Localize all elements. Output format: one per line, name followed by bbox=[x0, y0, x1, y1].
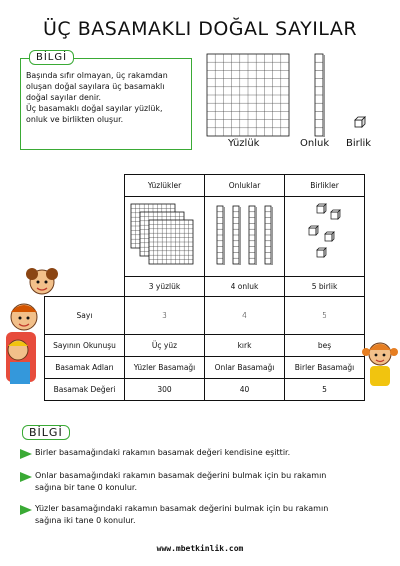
place-name-ones: Birler Basamağı bbox=[285, 357, 365, 379]
info-line: oluşan doğal sayılara üç basamaklı bbox=[26, 82, 165, 91]
row-label-reading: Sayının Okunuşu bbox=[45, 335, 125, 357]
count-tens: 4 onluk bbox=[205, 277, 285, 297]
tens-blocks-icon bbox=[207, 198, 283, 274]
reading-hundreds: Üç yüz bbox=[125, 335, 205, 357]
girl-cartoon-icon bbox=[362, 338, 398, 388]
count-ones: 5 birlik bbox=[285, 277, 365, 297]
ones-picture-cell bbox=[285, 197, 365, 277]
green-arrow-icon bbox=[20, 449, 32, 459]
count-hundreds: 3 yüzlük bbox=[125, 277, 205, 297]
header-ones: Birlikler bbox=[285, 175, 365, 197]
rule-line: Yüzler basamağındaki rakamın basamak değerini bulmak için bu rakamın bbox=[35, 504, 329, 513]
base-ten-blocks bbox=[205, 52, 375, 142]
rule-line: Onlar basamağındaki rakamın basamak değerini bulmak için bu rakamın bbox=[35, 471, 327, 480]
children-cartoon-icon bbox=[2, 262, 62, 390]
row-label-place-names: Basamak Adları bbox=[45, 357, 125, 379]
info-text bbox=[26, 70, 191, 125]
info-line: Üç basamaklı doğal sayılar yüzlük, bbox=[26, 104, 163, 113]
rule-line: sağına iki tane 0 konulur. bbox=[35, 516, 136, 525]
value-hundreds: 300 bbox=[125, 379, 205, 401]
hundred-label: Yüzlük bbox=[228, 138, 260, 149]
green-arrow-icon bbox=[20, 472, 32, 482]
page-title: ÜÇ BASAMAKLI DOĞAL SAYILAR bbox=[42, 18, 358, 40]
reading-tens: kırk bbox=[205, 335, 285, 357]
place-name-hundreds: Yüzler Basamağı bbox=[125, 357, 205, 379]
info-line: Başında sıfır olmayan, üç rakamdan bbox=[26, 71, 168, 80]
hundreds-blocks-icon bbox=[127, 198, 203, 274]
row-label-place-value: Basamak Değeri bbox=[45, 379, 125, 401]
tens-picture-cell bbox=[205, 197, 285, 277]
green-arrow-icon bbox=[20, 505, 32, 515]
reading-ones: beş bbox=[285, 335, 365, 357]
hundred-square-icon bbox=[207, 54, 289, 136]
row-label-number: Sayı bbox=[45, 297, 125, 335]
header-hundreds: Yüzlükler bbox=[125, 175, 205, 197]
hundreds-picture-cell bbox=[125, 197, 205, 277]
site-url: www.mbetkinlik.com bbox=[156, 544, 244, 553]
ten-label: Onluk bbox=[300, 138, 330, 149]
value-tens: 40 bbox=[205, 379, 285, 401]
info-line: doğal sayılar denir. bbox=[26, 93, 102, 102]
place-value-table bbox=[44, 174, 365, 401]
digit-hundreds: 3 bbox=[125, 297, 205, 335]
unit-cube-icon bbox=[355, 117, 365, 127]
info-badge: BİLGİ bbox=[29, 50, 74, 65]
rule-line: sağına bir tane 0 konulur. bbox=[35, 483, 137, 492]
digit-ones: 5 bbox=[285, 297, 365, 335]
info-box bbox=[20, 52, 192, 150]
digit-tens: 4 bbox=[205, 297, 285, 335]
rule-line: Birler basamağındaki rakamın basamak değeri kendisine eşittir. bbox=[35, 448, 291, 457]
info-line: onluk ve birlikten oluşur. bbox=[26, 115, 124, 124]
ten-rod-icon bbox=[315, 54, 325, 137]
place-name-tens: Onlar Basamağı bbox=[205, 357, 285, 379]
ones-blocks-icon bbox=[287, 198, 363, 274]
value-ones: 5 bbox=[285, 379, 365, 401]
header-tens: Onluklar bbox=[205, 175, 285, 197]
one-label: Birlik bbox=[346, 138, 372, 149]
bottom-info-badge: BİLGİ bbox=[22, 425, 70, 440]
